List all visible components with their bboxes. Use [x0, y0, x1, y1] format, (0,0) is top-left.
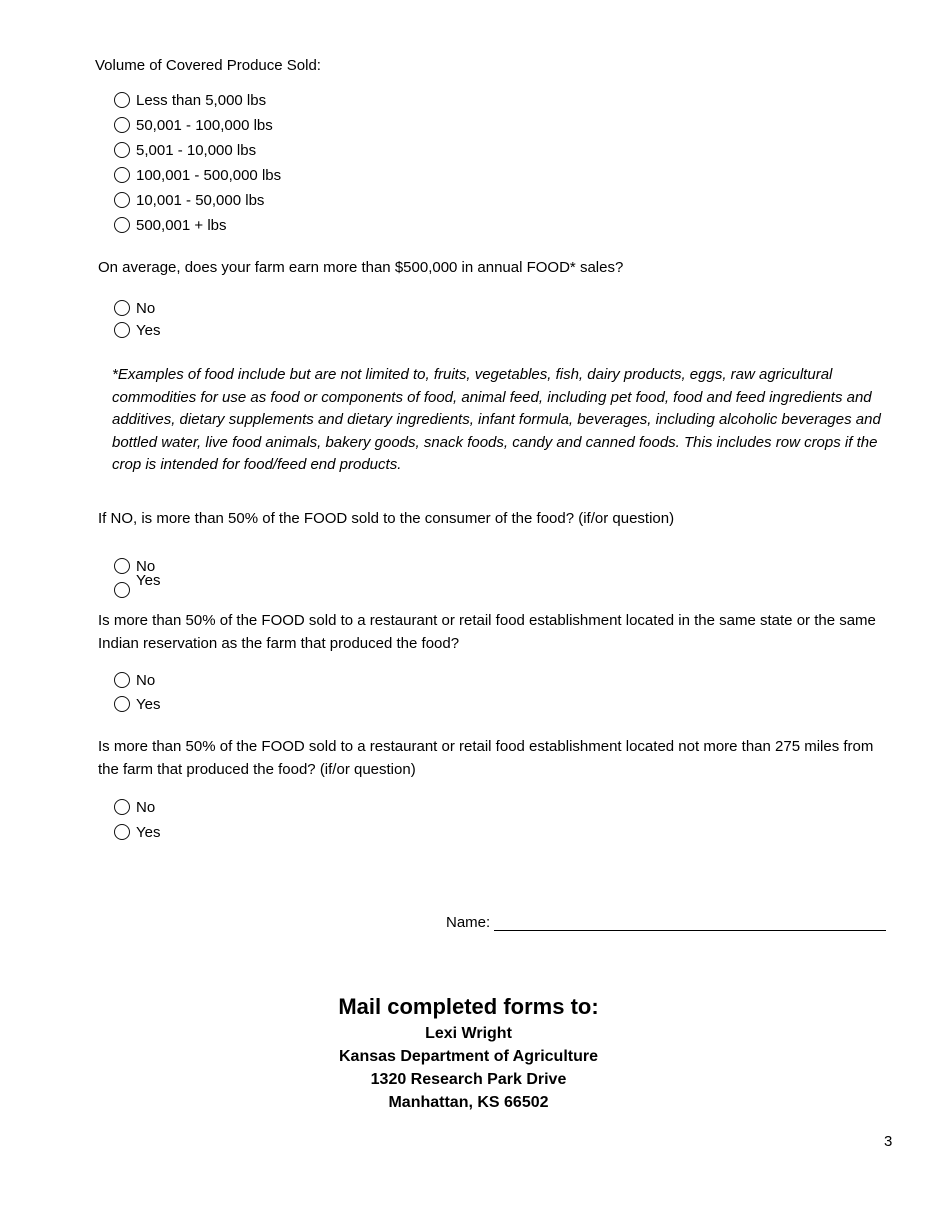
radio-button[interactable]	[114, 217, 130, 233]
volume-option-100001-500000[interactable]	[114, 164, 281, 186]
same-state-question: Is more than 50% of the FOOD sold to a restaurant or retail food establishment located in the same state or the same Indian reservation as the farm that produced the food?	[98, 612, 876, 652]
name-input-line[interactable]	[494, 914, 886, 931]
same-state-option-no[interactable]	[114, 669, 155, 691]
option-label: Yes	[136, 695, 161, 713]
volume-option-less-5000[interactable]	[114, 89, 266, 111]
radio-button[interactable]	[114, 322, 130, 338]
mail-recipient: Lexi Wright	[425, 1025, 512, 1042]
radio-button[interactable]	[114, 582, 130, 598]
275-miles-option-yes[interactable]	[114, 821, 160, 843]
volume-option-10001-50000[interactable]	[114, 189, 264, 211]
option-label: Yes	[136, 572, 161, 589]
option-label: 100,001 - 500,000 lbs	[136, 166, 282, 184]
option-label: 10,001 - 50,000 lbs	[136, 191, 265, 209]
volume-option-5001-10000[interactable]	[114, 139, 256, 161]
volume-option-50001-100000[interactable]	[114, 114, 273, 136]
page-number: 3	[884, 1133, 893, 1150]
option-label: 50,001 - 100,000 lbs	[136, 116, 273, 134]
consumer-question: If NO, is more than 50% of the FOOD sold to the consumer of the food? (if/or question)	[98, 510, 675, 527]
radio-button[interactable]	[114, 117, 130, 133]
radio-button[interactable]	[114, 799, 130, 815]
consumer-option-yes[interactable]	[114, 572, 160, 594]
mail-city: Manhattan, KS 66502	[388, 1094, 549, 1111]
radio-button[interactable]	[114, 824, 130, 840]
option-label: No	[136, 557, 156, 575]
volume-option-500001-plus[interactable]	[114, 214, 227, 236]
radio-button[interactable]	[114, 142, 130, 158]
radio-button[interactable]	[114, 92, 130, 108]
option-label: No	[136, 671, 156, 689]
option-label: No	[136, 299, 156, 317]
mail-title: Mail completed forms to:	[338, 994, 599, 1019]
275-miles-option-no[interactable]	[114, 796, 155, 818]
radio-button[interactable]	[114, 696, 130, 712]
same-state-option-yes[interactable]	[114, 693, 160, 715]
name-label: Name:	[446, 914, 491, 931]
mail-organization: Kansas Department of Agriculture	[338, 1048, 598, 1065]
option-label: Yes	[136, 823, 161, 841]
sales-question: On average, does your farm earn more than $500,000 in annual FOOD* sales?	[98, 259, 624, 276]
mail-street: 1320 Research Park Drive	[370, 1071, 567, 1088]
name-field-row	[446, 914, 886, 931]
radio-button[interactable]	[114, 167, 130, 183]
sales-option-no[interactable]	[114, 297, 155, 319]
option-label: Less than 5,000 lbs	[136, 91, 267, 109]
option-label: Yes	[136, 321, 161, 339]
option-label: 500,001 + lbs	[136, 216, 227, 234]
option-label: No	[136, 798, 156, 816]
volume-question: Volume of Covered Produce Sold:	[95, 57, 321, 74]
radio-button[interactable]	[114, 192, 130, 208]
radio-button[interactable]	[114, 672, 130, 688]
275-miles-question: Is more than 50% of the FOOD sold to a restaurant or retail food establishment located not more than 275 miles from the farm that produced the food? (if/or question)	[98, 738, 874, 778]
sales-option-yes[interactable]	[114, 319, 160, 341]
option-label: 5,001 - 10,000 lbs	[136, 141, 257, 159]
food-examples-note: *Examples of food include but are not limited to, fruits, vegetables, fish, dairy products, eggs, raw agricultural commodities for use as food or components of food, animal feed, including pet food, food and feed ingredients and additives, dietary supplements and dietary ingredients, infant formula, beverages, including alcoholic beverages and bottled water, live food animals, bakery goods, snack foods, candy and canned foods. This includes row crops if the crop is intended for food/feed end products.	[112, 366, 881, 473]
radio-button[interactable]	[114, 300, 130, 316]
